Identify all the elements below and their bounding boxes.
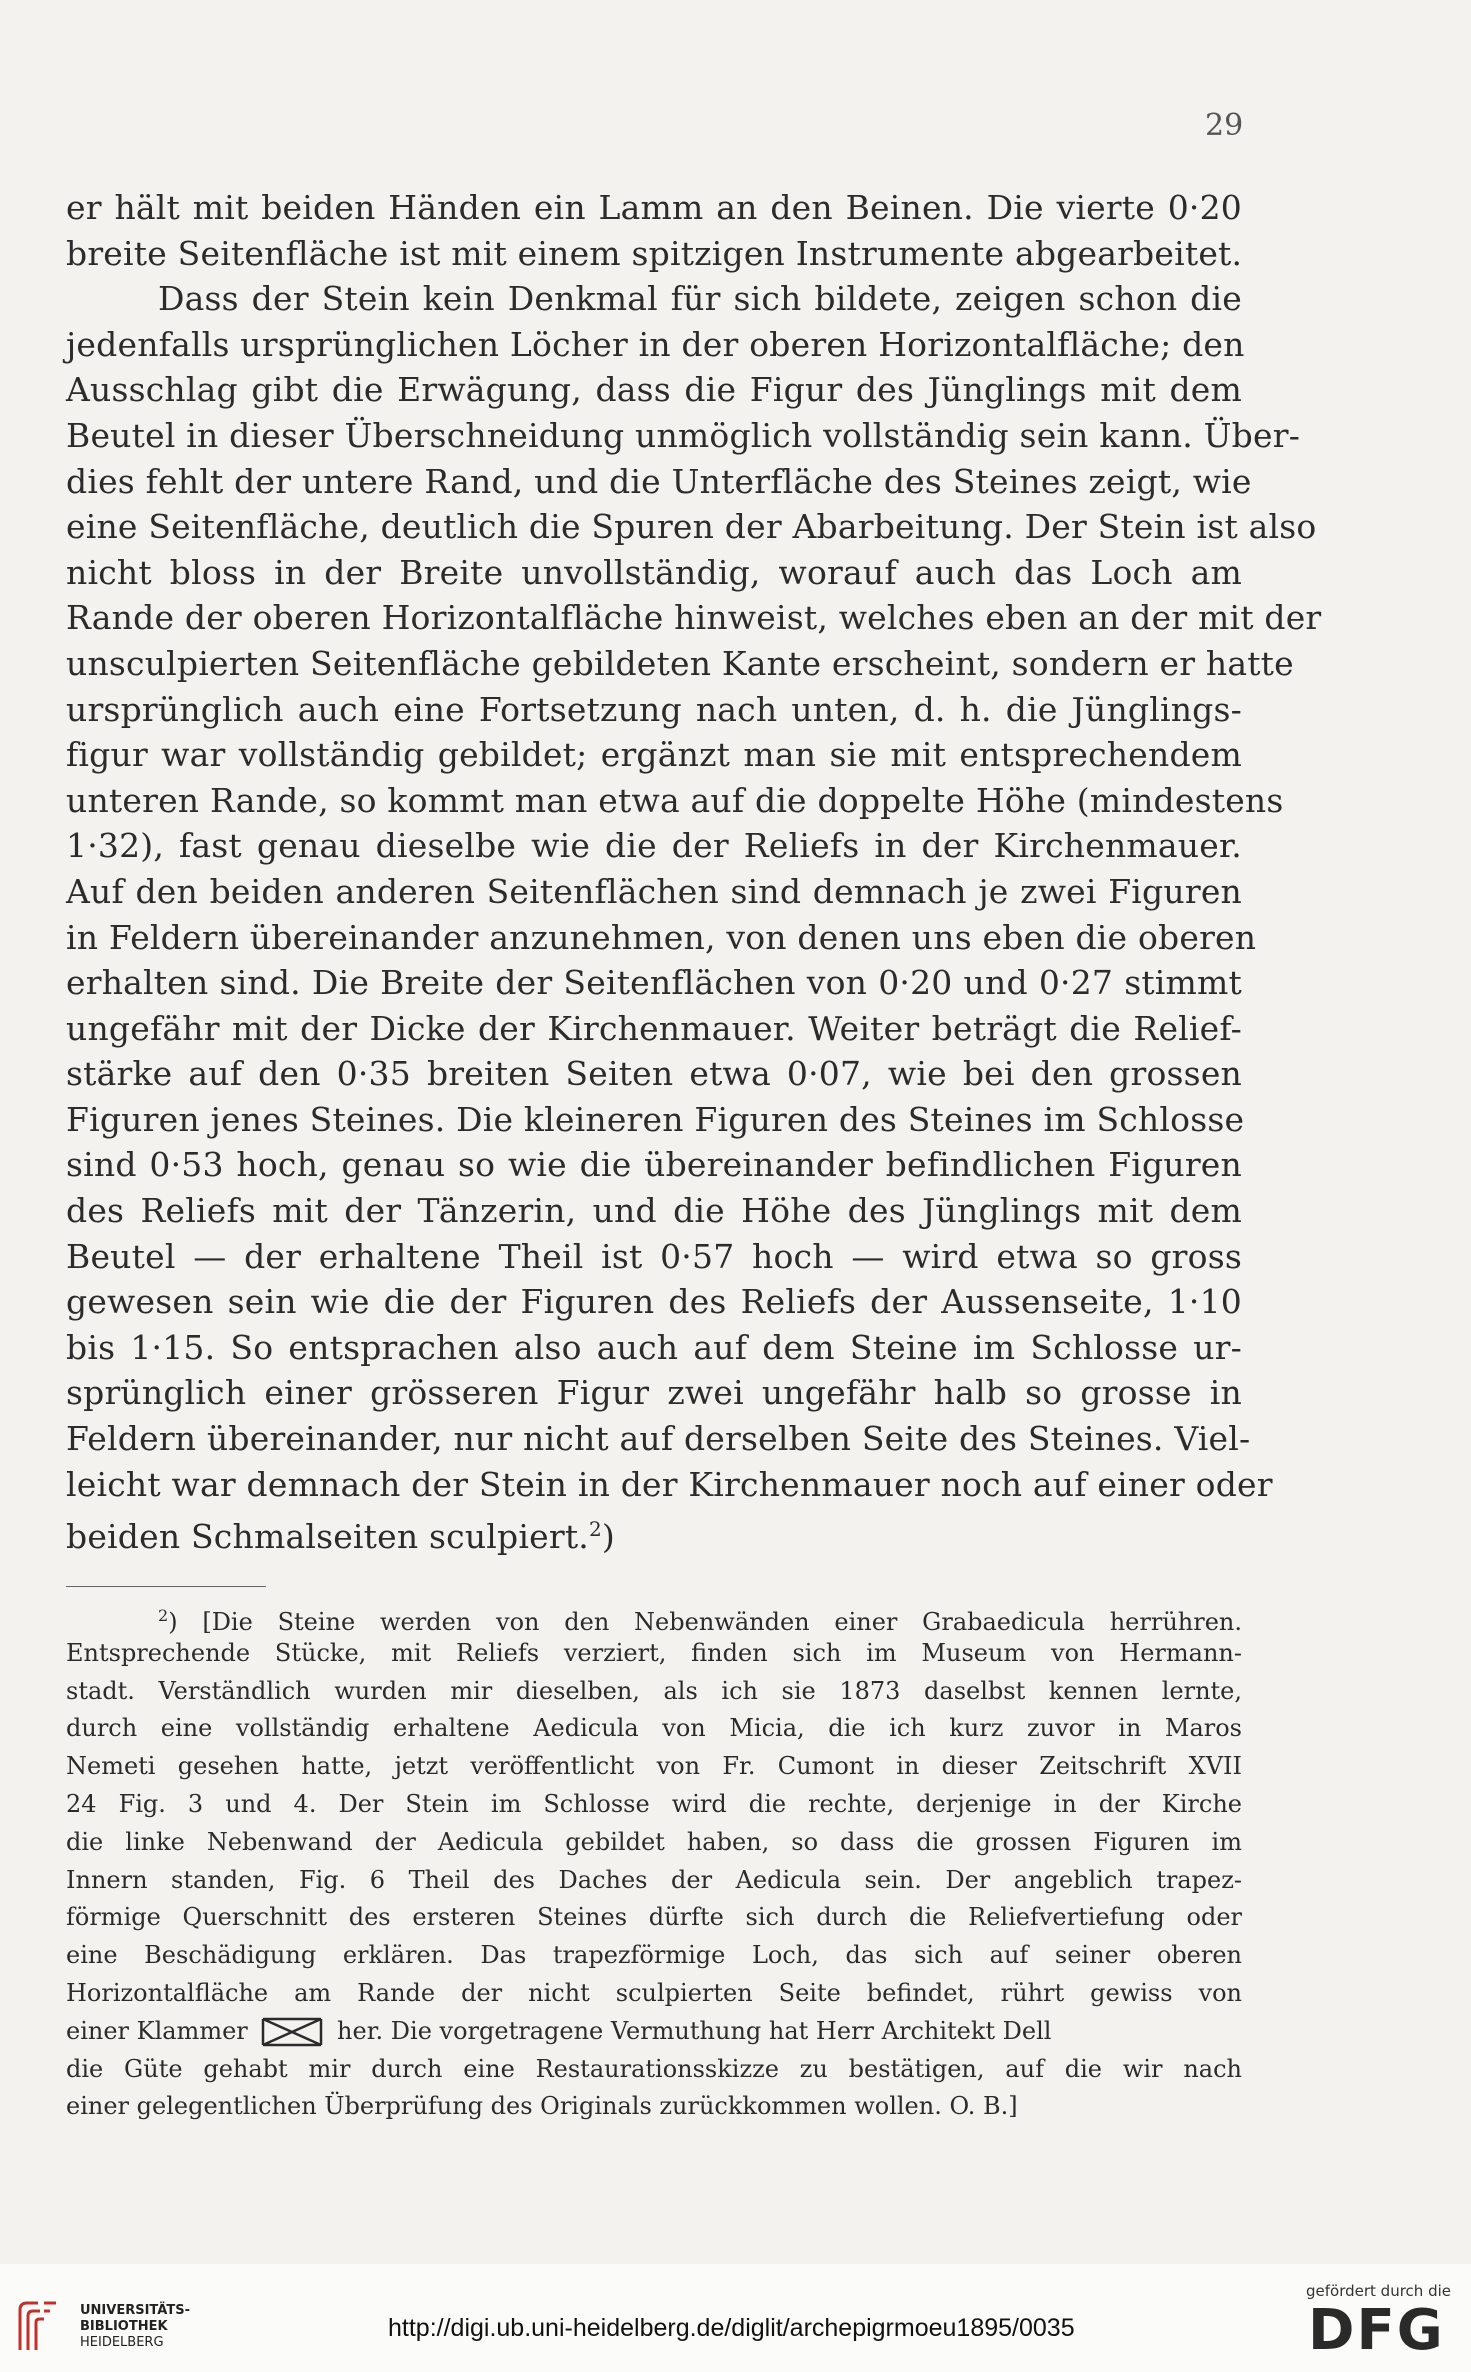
footnote-line: die Güte gehabt mir durch eine Restaurationsskizze zu bestätigen, auf die wir nach — [66, 2054, 1242, 2083]
funding-note: gefördert durch die — [1306, 2282, 1451, 2300]
body-line: beiden Schmalseiten sculpiert. — [66, 1517, 589, 1557]
body-line: gewesen sein wie die der Figuren des Reliefs der Aussenseite, 1·10 — [66, 1282, 1242, 1322]
body-line: er hält mit beiden Händen ein Lamm an den Beinen. Die vierte 0·20 — [66, 188, 1242, 227]
body-line: bis 1·15. So entsprachen also auch auf dem Steine im Schlosse ur- — [66, 1327, 1242, 1367]
footnote-line-first — [66, 1597, 1242, 1635]
body-line: in Feldern übereinander anzunehmen, von denen uns eben die oberen — [66, 917, 1257, 957]
clamp-figure-icon — [261, 2017, 323, 2047]
body-line: Feldern übereinander, nur nicht auf derselben Seite des Steines. Viel- — [66, 1419, 1251, 1459]
body-line: Beutel in dieser Überschneidung unmöglich vollständig sein kann. Über- — [66, 415, 1301, 455]
footnote-line: durch eine vollständig erhaltene Aedicula von Micia, die ich kurz zuvor in Maros — [66, 1714, 1242, 1743]
footer-bar — [0, 2264, 1471, 2372]
body-line: unteren Rande, so kommt man etwa auf die doppelte Höhe (mindestens — [66, 780, 1284, 820]
library-line: UNIVERSITÄTS- — [80, 2303, 190, 2318]
footnote-text: her. Die vorgetragene Vermuthung hat Herr Architekt Dell — [337, 2016, 1052, 2045]
body-line: breite Seitenfläche ist mit einem spitzigen Instrumente abgearbeitet. — [66, 233, 1243, 273]
body-line: 1·32), fast genau dieselbe wie die der Reliefs in der Kirchenmauer. — [66, 826, 1242, 866]
body-text — [66, 185, 1322, 1557]
body-line: erhalten sind. Die Breite der Seitenflächen von 0·20 und 0·27 stimmt — [66, 963, 1242, 1003]
footnote-line-clamp — [66, 2013, 1242, 2051]
footnote-text: einer Klammer — [66, 2016, 248, 2045]
library-name — [80, 2303, 190, 2351]
body-line: leicht war demnach der Stein in der Kirchenmauer noch auf einer oder — [66, 1464, 1273, 1504]
footnote-ref: 2 — [588, 1517, 602, 1542]
library-line: HEIDELBERG — [80, 2335, 164, 2350]
footnote-ref-paren: ) — [601, 1517, 615, 1557]
body-line: Beutel — der erhaltene Theil ist 0·57 hoch — wird etwa so gross — [66, 1236, 1242, 1276]
library-line: BIBLIOTHEK — [80, 2319, 168, 2334]
body-line: Figuren jenes Steines. Die kleineren Figuren des Steines im Schlosse — [66, 1099, 1245, 1139]
footnote-line: 24 Fig. 3 und 4. Der Stein im Schlosse wird die rechte, derjenige in der Kirche — [66, 1789, 1242, 1818]
page-number: 29 — [1205, 108, 1244, 143]
footnote-line: Horizontalfläche am Rande der nicht sculpierten Seite befindet, rührt gewiss von — [66, 1978, 1242, 2007]
footnote-line: Innern standen, Fig. 6 Theil des Daches der Aedicula sein. Der angeblich trapez- — [66, 1865, 1242, 1894]
body-line: Dass der Stein kein Denkmal für sich bildete, zeigen schon die — [158, 279, 1242, 319]
footnote-line: die linke Nebenwand der Aedicula gebildet haben, so dass die grossen Figuren im — [66, 1827, 1242, 1856]
body-line: Auf den beiden anderen Seitenflächen sind demnach je zwei Figuren — [66, 871, 1242, 911]
body-line: stärke auf den 0·35 breiten Seiten etwa 0·07, wie bei den grossen — [66, 1054, 1242, 1094]
body-line: figur war vollständig gebildet; ergänzt man sie mit entsprechendem — [66, 735, 1242, 775]
footnote-line: förmige Querschnitt des ersteren Steines dürfte sich durch die Reliefvertiefung oder — [66, 1903, 1242, 1932]
body-line: eine Seitenfläche, deutlich die Spuren der Abarbeitung. Der Stein ist also — [66, 507, 1317, 547]
footnote-line: stadt. Verständlich wurden mir dieselben, als ich sie 1873 daselbst kennen lernte, — [66, 1676, 1242, 1705]
body-line: sprünglich einer grösseren Figur zwei ungefähr halb so grosse in — [66, 1373, 1242, 1413]
footnote-line: Nemeti gesehen hatte, jetzt veröffentlicht von Fr. Cumont in dieser Zeitschrift XVII — [66, 1752, 1242, 1781]
footnote-line: eine Beschädigung erklären. Das trapezförmige Loch, das sich auf seiner oberen — [66, 1941, 1242, 1970]
university-library-logo-icon — [16, 2300, 72, 2352]
body-line: ursprünglich auch eine Fortsetzung nach unten, d. h. die Jünglings- — [66, 689, 1242, 729]
footnote-line: Entsprechende Stücke, mit Reliefs verziert, finden sich im Museum von Hermann- — [66, 1638, 1242, 1667]
body-line: des Reliefs mit der Tänzerin, und die Höhe des Jünglings mit dem — [66, 1191, 1242, 1231]
source-url-link[interactable]: http://digi.ub.uni-heidelberg.de/diglit/archepigrmoeu1895/0035 — [388, 2314, 1075, 2342]
body-line: sind 0·53 hoch, genau so wie die übereinander befindlichen Figuren — [66, 1145, 1242, 1185]
footnote-divider — [66, 1586, 266, 1587]
body-line: jedenfalls ursprünglichen Löcher in der oberen Horizontalfläche; den — [66, 324, 1245, 364]
footnotes — [66, 1597, 1242, 2126]
body-line: ungefähr mit der Dicke der Kirchenmauer. Weiter beträgt die Relief- — [66, 1008, 1242, 1048]
dfg-logo: DFG — [1308, 2298, 1445, 2363]
body-line: unsculpierten Seitenfläche gebildeten Kante erscheint, sondern er hatte — [66, 643, 1294, 683]
body-line: Rande der oberen Horizontalfläche hinweist, welches eben an der mit der — [66, 598, 1322, 638]
body-line: nicht bloss in der Breite unvollständig, worauf auch das Loch am — [66, 552, 1242, 592]
body-line: dies fehlt der untere Rand, und die Unterfläche des Steines zeigt, wie — [66, 461, 1252, 501]
body-line: Ausschlag gibt die Erwägung, dass die Figur des Jünglings mit dem — [66, 370, 1242, 410]
footnote-marker: 2 — [158, 1606, 169, 1625]
body-line-last — [66, 1507, 1242, 1557]
footnote-line: einer gelegentlichen Überprüfung des Originals zurückkommen wollen. O. B.] — [66, 2092, 1018, 2121]
footnote-line: ) [Die Steine werden von den Nebenwänden einer Grabaedicula herrühren. — [168, 1608, 1242, 1636]
